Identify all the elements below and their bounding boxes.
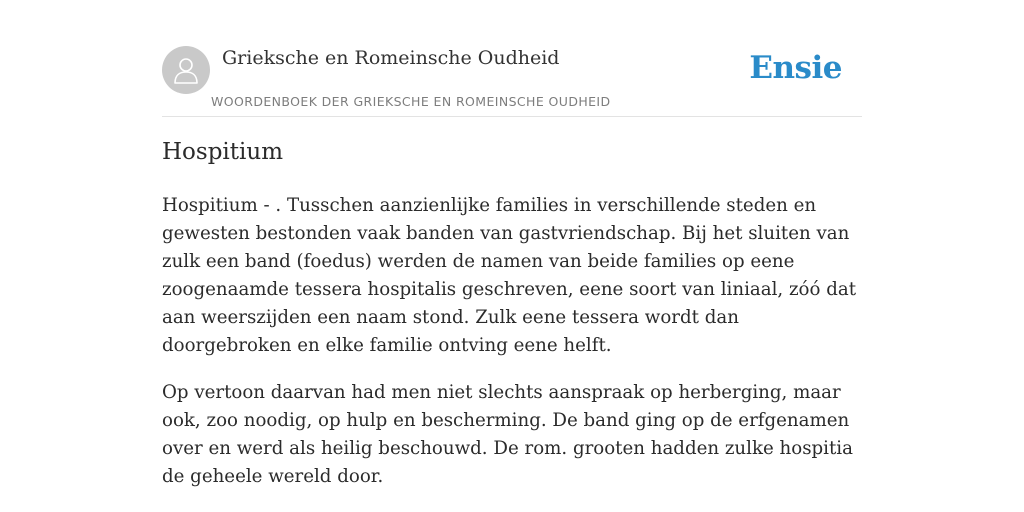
entry-paragraph: Hospitium - . Tusschen aanzienlijke families in verschillende steden en gewesten bestonden vaak banden van gastvriendschap. Bij het sluiten van zulk een band (foedus) werden de namen van beide families op eene zoogenaamde tessera hospitalis geschreven, eene soort van liniaal, zóó dat aan weerszijden een naam stond. Zulk eene tessera wordt dan doorgebroken en elke familie ontving eene helft. [162,195,857,356]
entry-paragraph: Op vertoon daarvan had men niet slechts aanspraak op herberging, maar ook, zoo noodig, op hulp en bescherming. De band ging op de erfgenamen over en werd als heilig beschouwd. De rom. grooten hadden zulke hospitia de geheele wereld door. [162,382,853,487]
entry-body [162,192,867,510]
source-title-link[interactable]: Grieksche en Romeinsche Oudheid [222,47,560,69]
user-icon [172,55,200,85]
source-header [162,46,862,117]
entry-title: Hospitium [162,139,284,165]
source-subtitle: WOORDENBOEK DER GRIEKSCHE EN ROMEINSCHE OUDHEID [211,94,611,109]
source-avatar[interactable] [162,46,210,94]
ensie-logo-link[interactable]: Ensie [749,50,842,86]
